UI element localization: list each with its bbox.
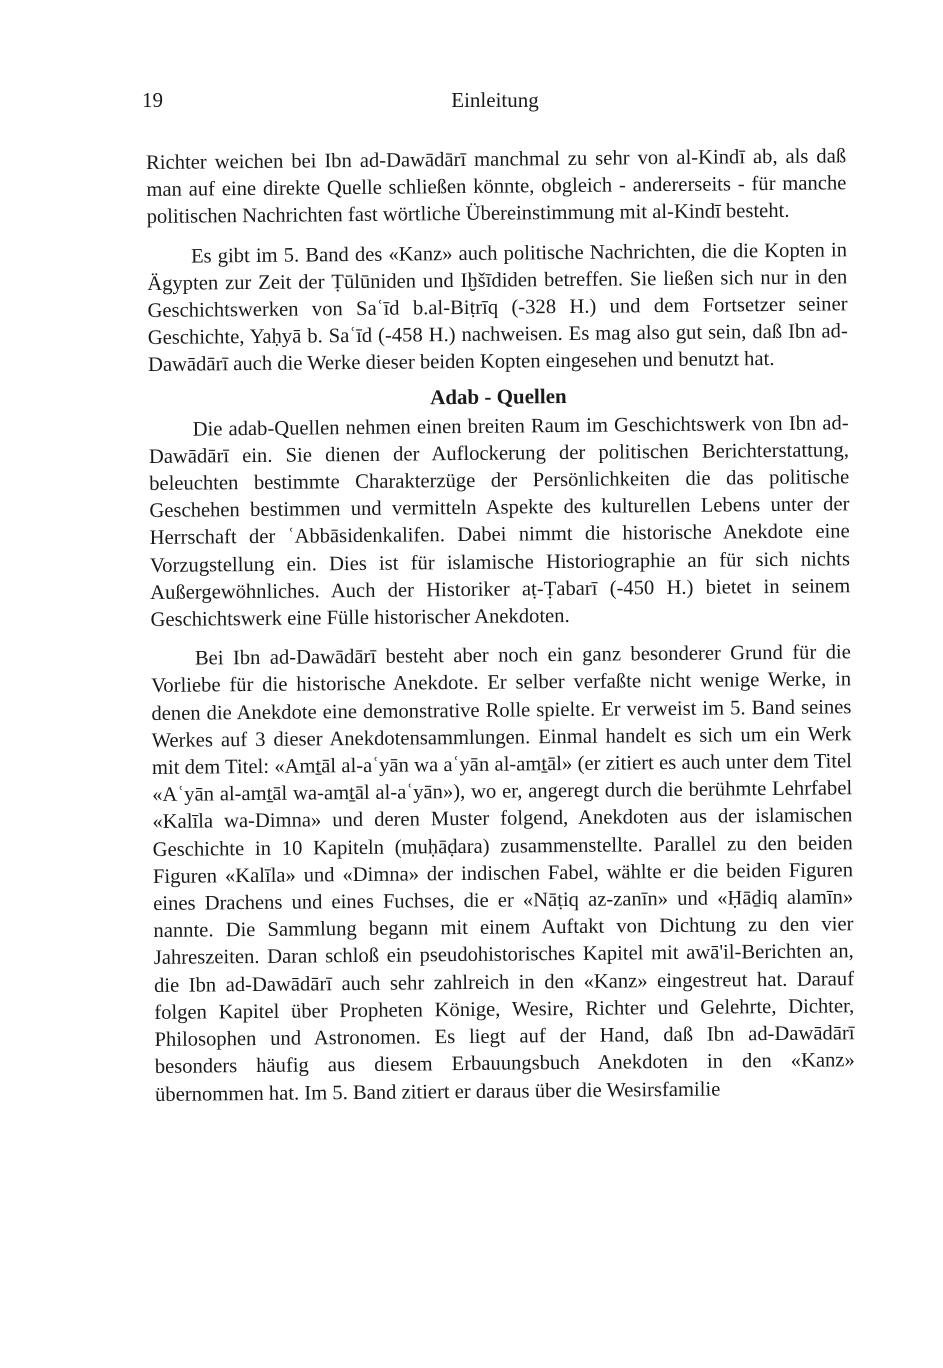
paragraph-2: Es gibt im 5. Band des «Kanz» auch politische Nachrichten, die die Kopten in Ägypten zur Zeit der Ṭūlūniden und Iḫšīdiden betreffen. Sie ließen sich nur in den Geschichtswerken von Saʿīd b.al-Biṭrīq (-328 H.) und dem Fortsetzer seiner Geschichte, Yaḥyā b. Saʿīd (-458 H.) nachweisen. Es mag also gut sein, daß Ibn ad-Dawādārī auch die Werke dieser beiden Kopten eingesehen und benutzt hat. — [147, 238, 848, 377]
section-heading: Adab - Quellen — [430, 383, 567, 409]
page-number: 19 — [142, 88, 163, 112]
paragraph-1: Richter weichen bei Ibn ad-Dawādārī manchmal zu sehr von al-Kindī ab, als daß man auf eine direkte Quelle schließen könnte, obgleich - andererseits - für manche politischen Nachrichten fast wörtliche Übereinstimmung mit al-Kindī besteht. — [146, 145, 847, 229]
body-text — [146, 143, 855, 1108]
page-header — [142, 88, 848, 118]
paragraph-3: Die adab-Quellen nehmen einen breiten Raum im Geschichtswerk von Ibn ad-Dawādārī ein. Sie dienen der Auflockerung der politischen Berichterstattung, beleuchten bestimmte Charakterzüge der Persönlichkeiten die das politische Geschehen bestimmen und vermitteln Aspekte des kulturellen Lebens unter der Herrschaft der ʿAbbāsidenkalifen. Dabei nimmt die historische Anekdote eine Vorzugstellung ein. Dies ist für islamische Historiographie an für sich nichts Außergewöhnliches. Auch der Historiker aṭ-Ṭabarī (-450 H.) bietet in seinem Geschichtswerk eine Fülle historischer Anekdoten. — [148, 411, 851, 632]
paragraph-4: Bei Ibn ad-Dawādārī besteht aber noch ein ganz besonderer Grund für die Vorliebe für die historische Anekdote. Er selber verfaßte nicht wenige Werke, in denen die Anekdote eine demonstrative Rolle spielte. Er verweist im 5. Band seines Werkes auf 3 dieser Anekdotensammlungen. Einmal handelt es sich um ein Werk mit dem Titel: «Amṯāl al-aʿyān wa aʿyān al-amṯāl» (er zitiert es auch unter dem Titel «Aʿyān al-amṯāl wa-amṯāl al-aʿyān»), wo er, angeregt durch die berühmte Lehrfabel «Kalīla wa-Dimna» und deren Muster folgend, Anekdoten aus der islamischen Geschichte in 10 Kapiteln (muḥāḍara) zusammenstellte. Parallel zu den beiden Figuren «Kalīla» und «Dimna» der indischen Fabel, wählte er die beiden Figuren eines Drachens und eines Fuchses, die er «Nāṭiq az-zanīn» und «Ḥāḏiq alamīn» nannte. Die Sammlung begann mit einem Auftakt von Dichtung zu den vier Jahreszeiten. Daran schloß ein pseudohistorisches Kapitel mit awā'il-Berichten an, die Ibn ad-Dawādārī auch sehr zahlreich in den «Kanz» eingestreut hat. Darauf folgen Kapitel über Propheten Könige, Wesire, Richter und Gelehrte, Dichter, Philosophen und Astronomen. Es liegt auf der Hand, daß Ibn ad-Dawādārī besonders häufig aus diesem Erbauungsbuch Anekdoten in den «Kanz» übernommen hat. Im 5. Band zitiert er daraus über die Wesirsfamilie — [151, 641, 855, 1106]
running-head: Einleitung — [451, 88, 539, 112]
